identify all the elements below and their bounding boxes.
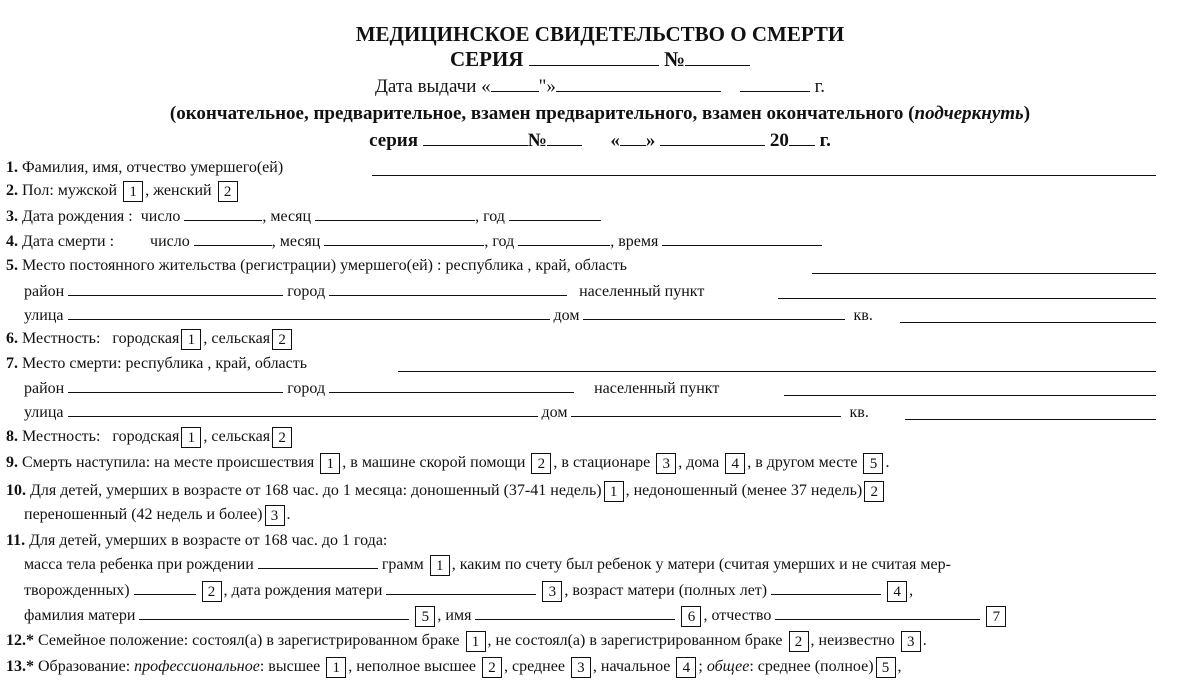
death-time-field[interactable] — [662, 231, 822, 246]
number-field[interactable] — [685, 51, 750, 66]
death-in-hospital-box[interactable]: 3 — [656, 453, 676, 474]
item-5-address-2: улица дом кв. — [24, 307, 873, 324]
not-married-box[interactable]: 2 — [789, 631, 809, 652]
marital-unknown-box[interactable]: 3 — [901, 631, 921, 652]
series-label: СЕРИЯ — [449, 47, 524, 71]
death-in-ambulance-box[interactable]: 2 — [531, 453, 551, 474]
mother-age-box[interactable]: 4 — [887, 581, 907, 602]
mother-surname-field[interactable] — [139, 605, 409, 620]
death-place-street-field[interactable] — [68, 402, 538, 417]
item-2: 2. Пол: мужской 1 , женский 2 — [6, 181, 240, 202]
item-13: 13.* Образование: профессиональное: высшее 1 , неполное высшее 2 , среднее 3 , начальное 4 ; общее: среднее (полное) 5 , — [6, 658, 902, 676]
birth-weight-box[interactable]: 1 — [430, 555, 450, 576]
edu-primary-box[interactable]: 4 — [676, 657, 696, 678]
residence-city-field[interactable] — [329, 281, 567, 296]
item-1: 1. Фамилия, имя, отчество умершего(ей) — [6, 159, 284, 176]
item-6: 6. Местность: городская 1 , сельская 2 — [6, 329, 294, 350]
item-3: 3. Дата рождения : число , месяц , год — [6, 206, 601, 227]
item-11-weight: масса тела ребенка при рождении грамм 1 , каким по счету был ребенок у матери (считая умерших и не считая мер- — [24, 556, 951, 574]
edu-general-secondary-box[interactable]: 5 — [876, 657, 896, 678]
birth-order-field[interactable] — [134, 580, 196, 595]
prev-month-field[interactable] — [660, 131, 765, 146]
death-place-city-field[interactable] — [329, 378, 574, 393]
mother-patronymic-field[interactable] — [775, 605, 980, 620]
birth-year-field[interactable] — [509, 206, 601, 221]
postterm-box[interactable]: 3 — [265, 505, 285, 526]
issue-day-field[interactable] — [491, 77, 539, 92]
death-place-district-field[interactable] — [68, 378, 283, 393]
number-sign: № — [663, 47, 686, 71]
death-place-region-field[interactable] — [398, 371, 1156, 372]
residence-apt-field[interactable] — [900, 322, 1156, 323]
certificate-type-line: (окончательное, предварительное, взамен предварительного, взамен окончательного (подчеркнуть) — [169, 103, 1031, 124]
death-place-rural-box[interactable]: 2 — [272, 427, 292, 448]
residence-house-field[interactable] — [583, 305, 845, 320]
item-7: 7. Место смерти: республика , край, область — [6, 355, 308, 372]
item-5-address-1: район город населенный пункт — [24, 283, 705, 300]
item-11-mother-1: творожденных) 2 , дата рождения матери 3 , возраст матери (полных лет) 4 , — [24, 582, 914, 600]
mother-name-field[interactable] — [475, 605, 675, 620]
death-at-home-box[interactable]: 4 — [725, 453, 745, 474]
edu-incomplete-higher-box[interactable]: 2 — [482, 657, 502, 678]
birth-month-field[interactable] — [315, 206, 475, 221]
item-7-address-1: район город населенный пункт — [24, 380, 720, 397]
item-8: 8. Местность: городская 1 , сельская 2 — [6, 427, 294, 448]
item-11-mother-2: фамилия матери 5 , имя 6 , отчество 7 — [24, 605, 1008, 627]
issue-year-field[interactable] — [740, 77, 810, 92]
death-place-house-field[interactable] — [571, 402, 841, 417]
issue-date-label: Дата выдачи — [374, 76, 477, 97]
death-day-field[interactable] — [194, 231, 272, 246]
term-box[interactable]: 1 — [604, 481, 624, 502]
item-11: 11. Для детей, умерших в возрасте от 168 час. до 1 года: — [6, 532, 388, 549]
preterm-box[interactable]: 2 — [864, 481, 884, 502]
item-10: 10. Для детей, умерших в возрасте от 168 час. до 1 месяца: доношенный (37-41 недель) 1 , недоношенный (менее 37 недель) 2 — [6, 481, 886, 502]
mother-dob-box[interactable]: 3 — [542, 581, 562, 602]
death-place-urban-box[interactable]: 1 — [181, 427, 201, 448]
death-place-apt-field[interactable] — [905, 419, 1156, 420]
full-name-field[interactable] — [372, 175, 1156, 176]
residence-settlement-field[interactable] — [778, 298, 1156, 299]
mother-name-box[interactable]: 6 — [681, 606, 701, 627]
prev-year-field[interactable] — [789, 131, 815, 146]
birth-day-field[interactable] — [184, 206, 262, 221]
item-9: 9. Смерть наступила: на месте происшествия 1 , в машине скорой помощи 2 , в стационаре 3 , дома 4 , в другом месте 5 . — [6, 454, 890, 472]
death-other-place-box[interactable]: 5 — [863, 453, 883, 474]
previous-series-line: серия № « » 20 г. — [369, 130, 831, 151]
form-title: МЕДИЦИНСКОЕ СВИДЕТЕЛЬСТВО О СМЕРТИ — [355, 22, 845, 46]
birth-order-box[interactable]: 2 — [202, 581, 222, 602]
issue-date-line: Дата выдачи « "» г. — [374, 76, 826, 97]
mother-surname-box[interactable]: 5 — [415, 606, 435, 627]
mother-dob-field[interactable] — [386, 580, 536, 595]
item-5: 5. Место постоянного жительства (регистрации) умершего(ей) : республика , край, область — [6, 257, 627, 274]
death-place-settlement-field[interactable] — [784, 395, 1156, 396]
edu-secondary-box[interactable]: 3 — [571, 657, 591, 678]
death-year-field[interactable] — [518, 231, 610, 246]
residence-region-field[interactable] — [812, 273, 1156, 274]
mother-patronymic-box[interactable]: 7 — [986, 606, 1006, 627]
item-12: 12.* Семейное положение: состоял(а) в зарегистрированном браке 1 , не состоял(а) в зарегистрированном браке 2 , неизвестно 3 . — [6, 632, 927, 650]
issue-month-field[interactable] — [556, 77, 721, 92]
option-male-box[interactable]: 1 — [123, 181, 143, 202]
item-7-address-2: улица дом кв. — [24, 404, 869, 421]
death-month-field[interactable] — [324, 231, 484, 246]
birth-weight-field[interactable] — [258, 554, 378, 569]
residence-urban-box[interactable]: 1 — [181, 329, 201, 350]
residence-street-field[interactable] — [68, 305, 550, 320]
married-box[interactable]: 1 — [466, 631, 486, 652]
death-at-scene-box[interactable]: 1 — [320, 453, 340, 474]
prev-number-field[interactable] — [547, 131, 582, 146]
prev-day-field[interactable] — [620, 131, 646, 146]
item-4: 4. Дата смерти : число , месяц , год , время — [6, 231, 822, 252]
prev-series-field[interactable] — [423, 131, 528, 146]
underline-hint: подчеркнуть — [914, 103, 1024, 124]
series-line — [0, 47, 1200, 72]
item-10-cont: переношенный (42 недель и более) 3 . — [24, 506, 291, 524]
option-female-box[interactable]: 2 — [218, 181, 238, 202]
mother-age-field[interactable] — [771, 580, 881, 595]
residence-rural-box[interactable]: 2 — [272, 329, 292, 350]
residence-district-field[interactable] — [68, 281, 283, 296]
series-field[interactable] — [529, 51, 659, 66]
edu-higher-box[interactable]: 1 — [326, 657, 346, 678]
